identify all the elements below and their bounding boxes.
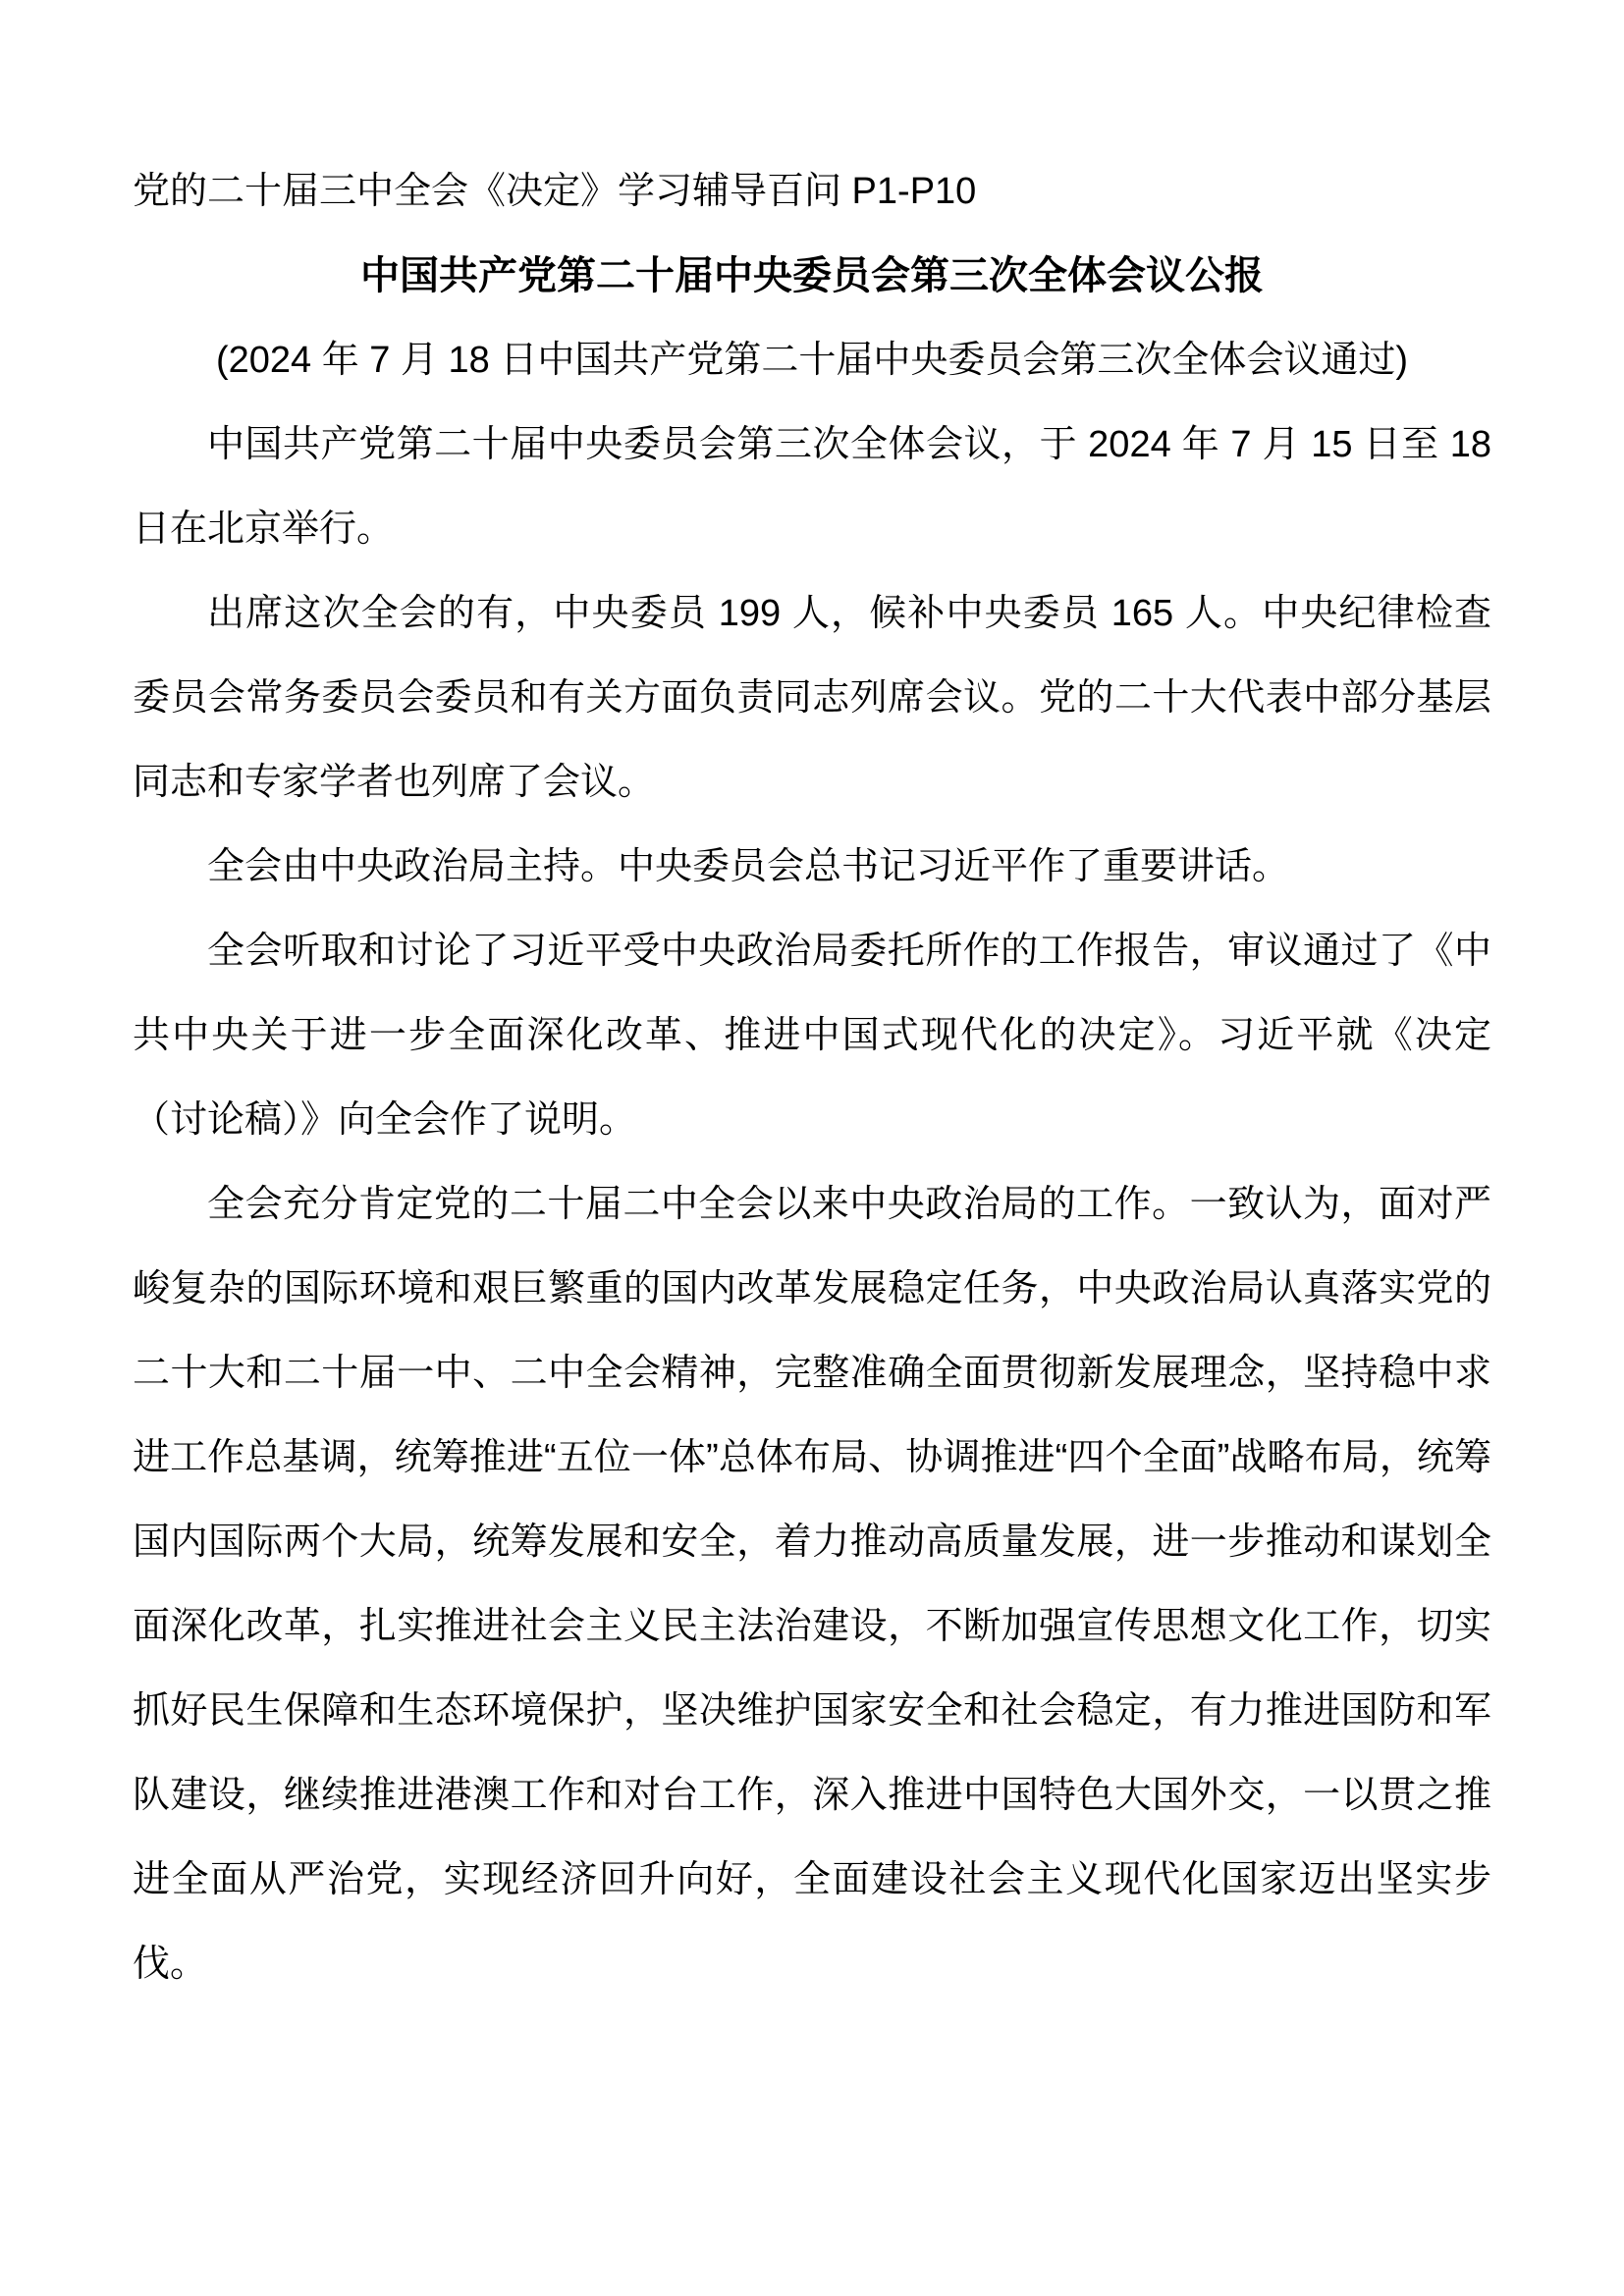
document-subtitle: (2024 年 7 月 18 日中国共产党第二十届中央委员会第三次全体会议通过) (215, 340, 1409, 381)
paragraph-decision-adopted: 全会听取和讨论了习近平受中央政治局委托所作的工作报告，审议通过了《中共中央关于进一步全面深化改革、推进中国式现代化的决定》。习近平就《决定（讨论稿）》向全会作了说明。 (133, 931, 1491, 1141)
document-title: 中国共产党第二十届中央委员会第三次全体会议公报 (360, 254, 1264, 297)
paragraph-politburo-work: 全会充分肯定党的二十届二中全会以来中央政治局的工作。一致认为，面对严峻复杂的国际环境和艰巨繁重的国内改革发展稳定任务，中央政治局认真落实党的二十大和二十届一中、二中全会精神，完整准确全面贯彻新发展理念，坚持稳中求进工作总基调，统筹推进“五位一体”总体布局、协调推进“四个全面”战略布局，统筹国内国际两个大局，统筹发展和安全，着力推动高质量发展，进一步推动和谋划全面深化改革，扎实推进社会主义民主法治建设，不断加强宣传思想文化工作，切实抓好民生保障和生态环境保护，坚决维护国家安全和社会稳定，有力推进国防和军队建设，继续推进港澳工作和对台工作，深入推进中国特色大国外交，一以贯之推进全面从严治党，实现经济回升向好，全面建设社会主义现代化国家迈出坚实步伐。 (133, 1184, 1491, 1985)
paragraph-meeting-dates: 中国共产党第二十届中央委员会第三次全体会议，于 2024 年 7 月 15 日至 18 日在北京举行。 (133, 424, 1491, 550)
document-header-note: 党的二十届三中全会《决定》学习辅导百问 P1-P10 (133, 171, 977, 212)
paragraph-attendance: 出席这次全会的有，中央委员 199 人，候补中央委员 165 人。中央纪律检查委员会常务委员会委员和有关方面负责同志列席会议。党的二十大代表中部分基层同志和专家学者也列席了会议。 (133, 593, 1491, 803)
paragraph-presided: 全会由中央政治局主持。中央委员会总书记习近平作了重要讲话。 (207, 846, 1290, 887)
